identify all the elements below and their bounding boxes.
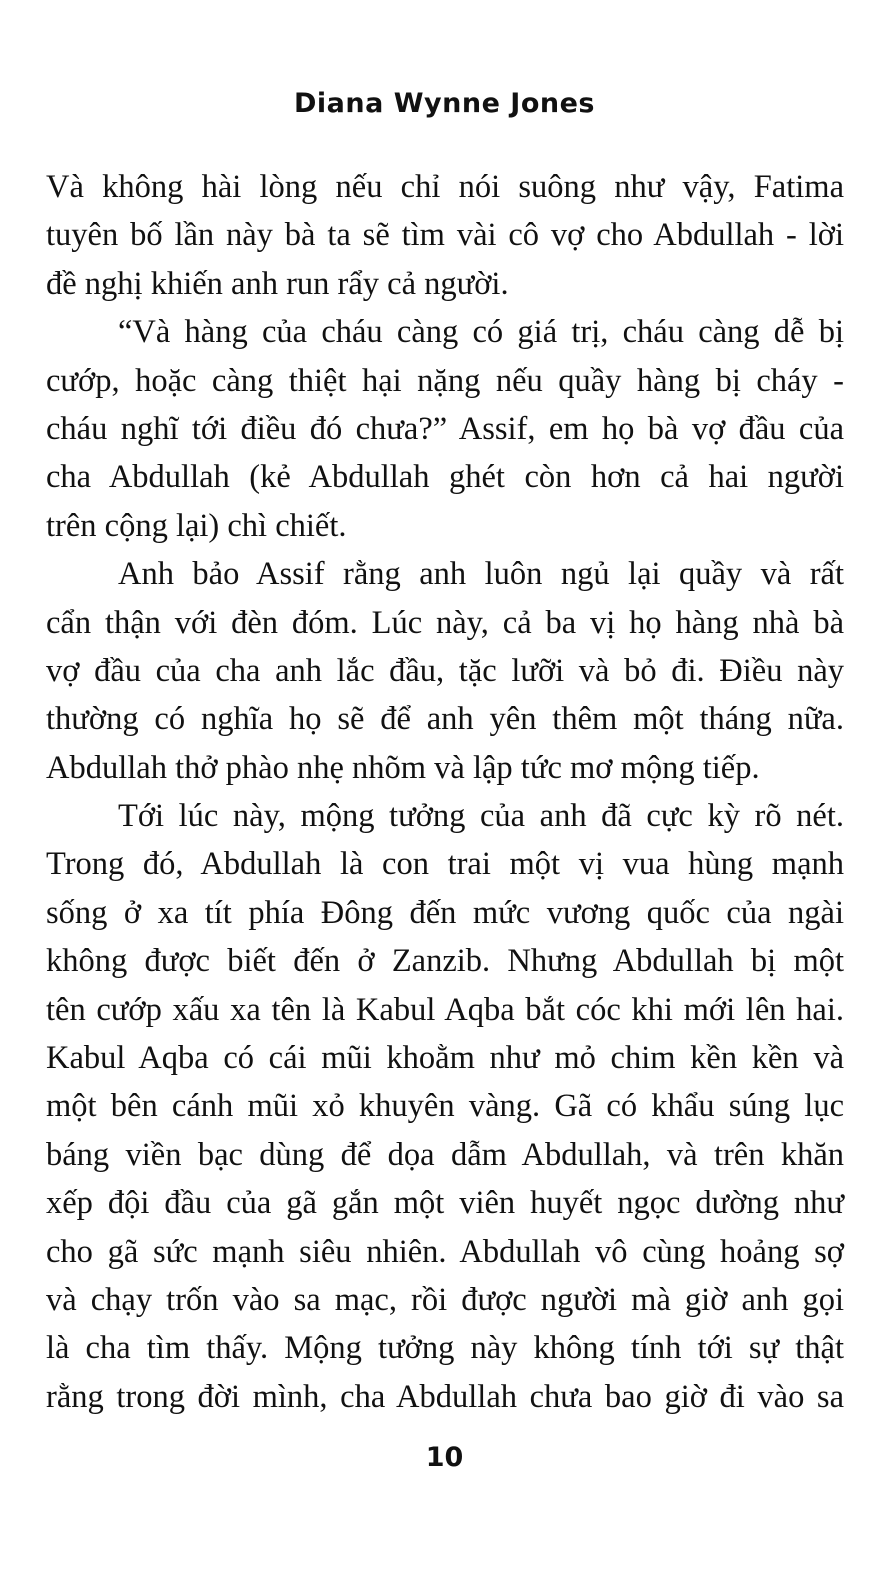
text-line: “Và hàng của cháu càng có giá trị, cháu càng dễ bị <box>118 314 844 351</box>
text-line: báng viền bạc dùng để dọa dẫm Abdullah, và trên khăn <box>46 1136 844 1173</box>
text-line: cháu nghĩ tới điều đó chưa?” Assif, em họ bà vợ đầu của <box>46 410 844 447</box>
text-line: cha Abdullah (kẻ Abdullah ghét còn hơn cả hai người <box>46 459 844 496</box>
text-line: cướp, hoặc càng thiệt hại nặng nếu quầy hàng bị cháy - <box>46 362 844 399</box>
text-line: Và không hài lòng nếu chỉ nói suông như vậy, Fatima <box>46 169 844 205</box>
text-line: Kabul Aqba có cái mũi khoằm như mỏ chim kền kền và <box>46 1040 844 1077</box>
text-line: không được biết đến ở Zanzib. Nhưng Abdullah bị một <box>46 943 844 980</box>
text-line: trên cộng lại) chì chiết. <box>46 507 347 544</box>
text-line: tuyên bố lần này bà ta sẽ tìm vài cô vợ cho Abdullah - lời <box>46 217 844 254</box>
text-line: và chạy trốn vào sa mạc, rồi được người mà giờ anh gọi <box>46 1281 844 1318</box>
page-number: 10 <box>425 1442 464 1473</box>
text-line: cho gã sức mạnh siêu nhiên. Abdullah vô cùng hoảng sợ <box>46 1233 844 1270</box>
running-header-author: Diana Wynne Jones <box>294 88 595 119</box>
text-line: tên cướp xấu xa tên là Kabul Aqba bắt cóc khi mới lên hai. <box>46 991 844 1028</box>
text-line: xếp đội đầu của gã gắn một viên huyết ngọc dường như <box>46 1185 844 1222</box>
text-line: rằng trong đời mình, cha Abdullah chưa bao giờ đi vào sa <box>46 1378 844 1415</box>
text-line: là cha tìm thấy. Mộng tưởng này không tính tới sự thật <box>46 1330 844 1367</box>
text-line: Abdullah thở phào nhẹ nhõm và lập tức mơ mộng tiếp. <box>46 749 760 786</box>
text-line: Anh bảo Assif rằng anh luôn ngủ lại quầy và rất <box>118 556 844 593</box>
text-line: thường có nghĩa họ sẽ để anh yên thêm một tháng nữa. <box>46 701 844 738</box>
text-line: một bên cánh mũi xỏ khuyên vàng. Gã có khẩu súng lục <box>46 1088 844 1125</box>
text-line: cẩn thận với đèn đóm. Lúc này, cả ba vị họ hàng nhà bà <box>46 604 844 641</box>
body-text <box>46 163 844 1421</box>
text-line: vợ đầu của cha anh lắc đầu, tặc lưỡi và bỏ đi. Điều này <box>46 652 844 689</box>
text-line: đề nghị khiến anh run rẩy cả người. <box>46 265 509 302</box>
text-line: Tới lúc này, mộng tưởng của anh đã cực kỳ rõ nét. <box>118 798 844 835</box>
text-line: Trong đó, Abdullah là con trai một vị vua hùng mạnh <box>46 846 844 883</box>
text-line: sống ở xa tít phía Đông đến mức vương quốc của ngài <box>46 894 844 931</box>
